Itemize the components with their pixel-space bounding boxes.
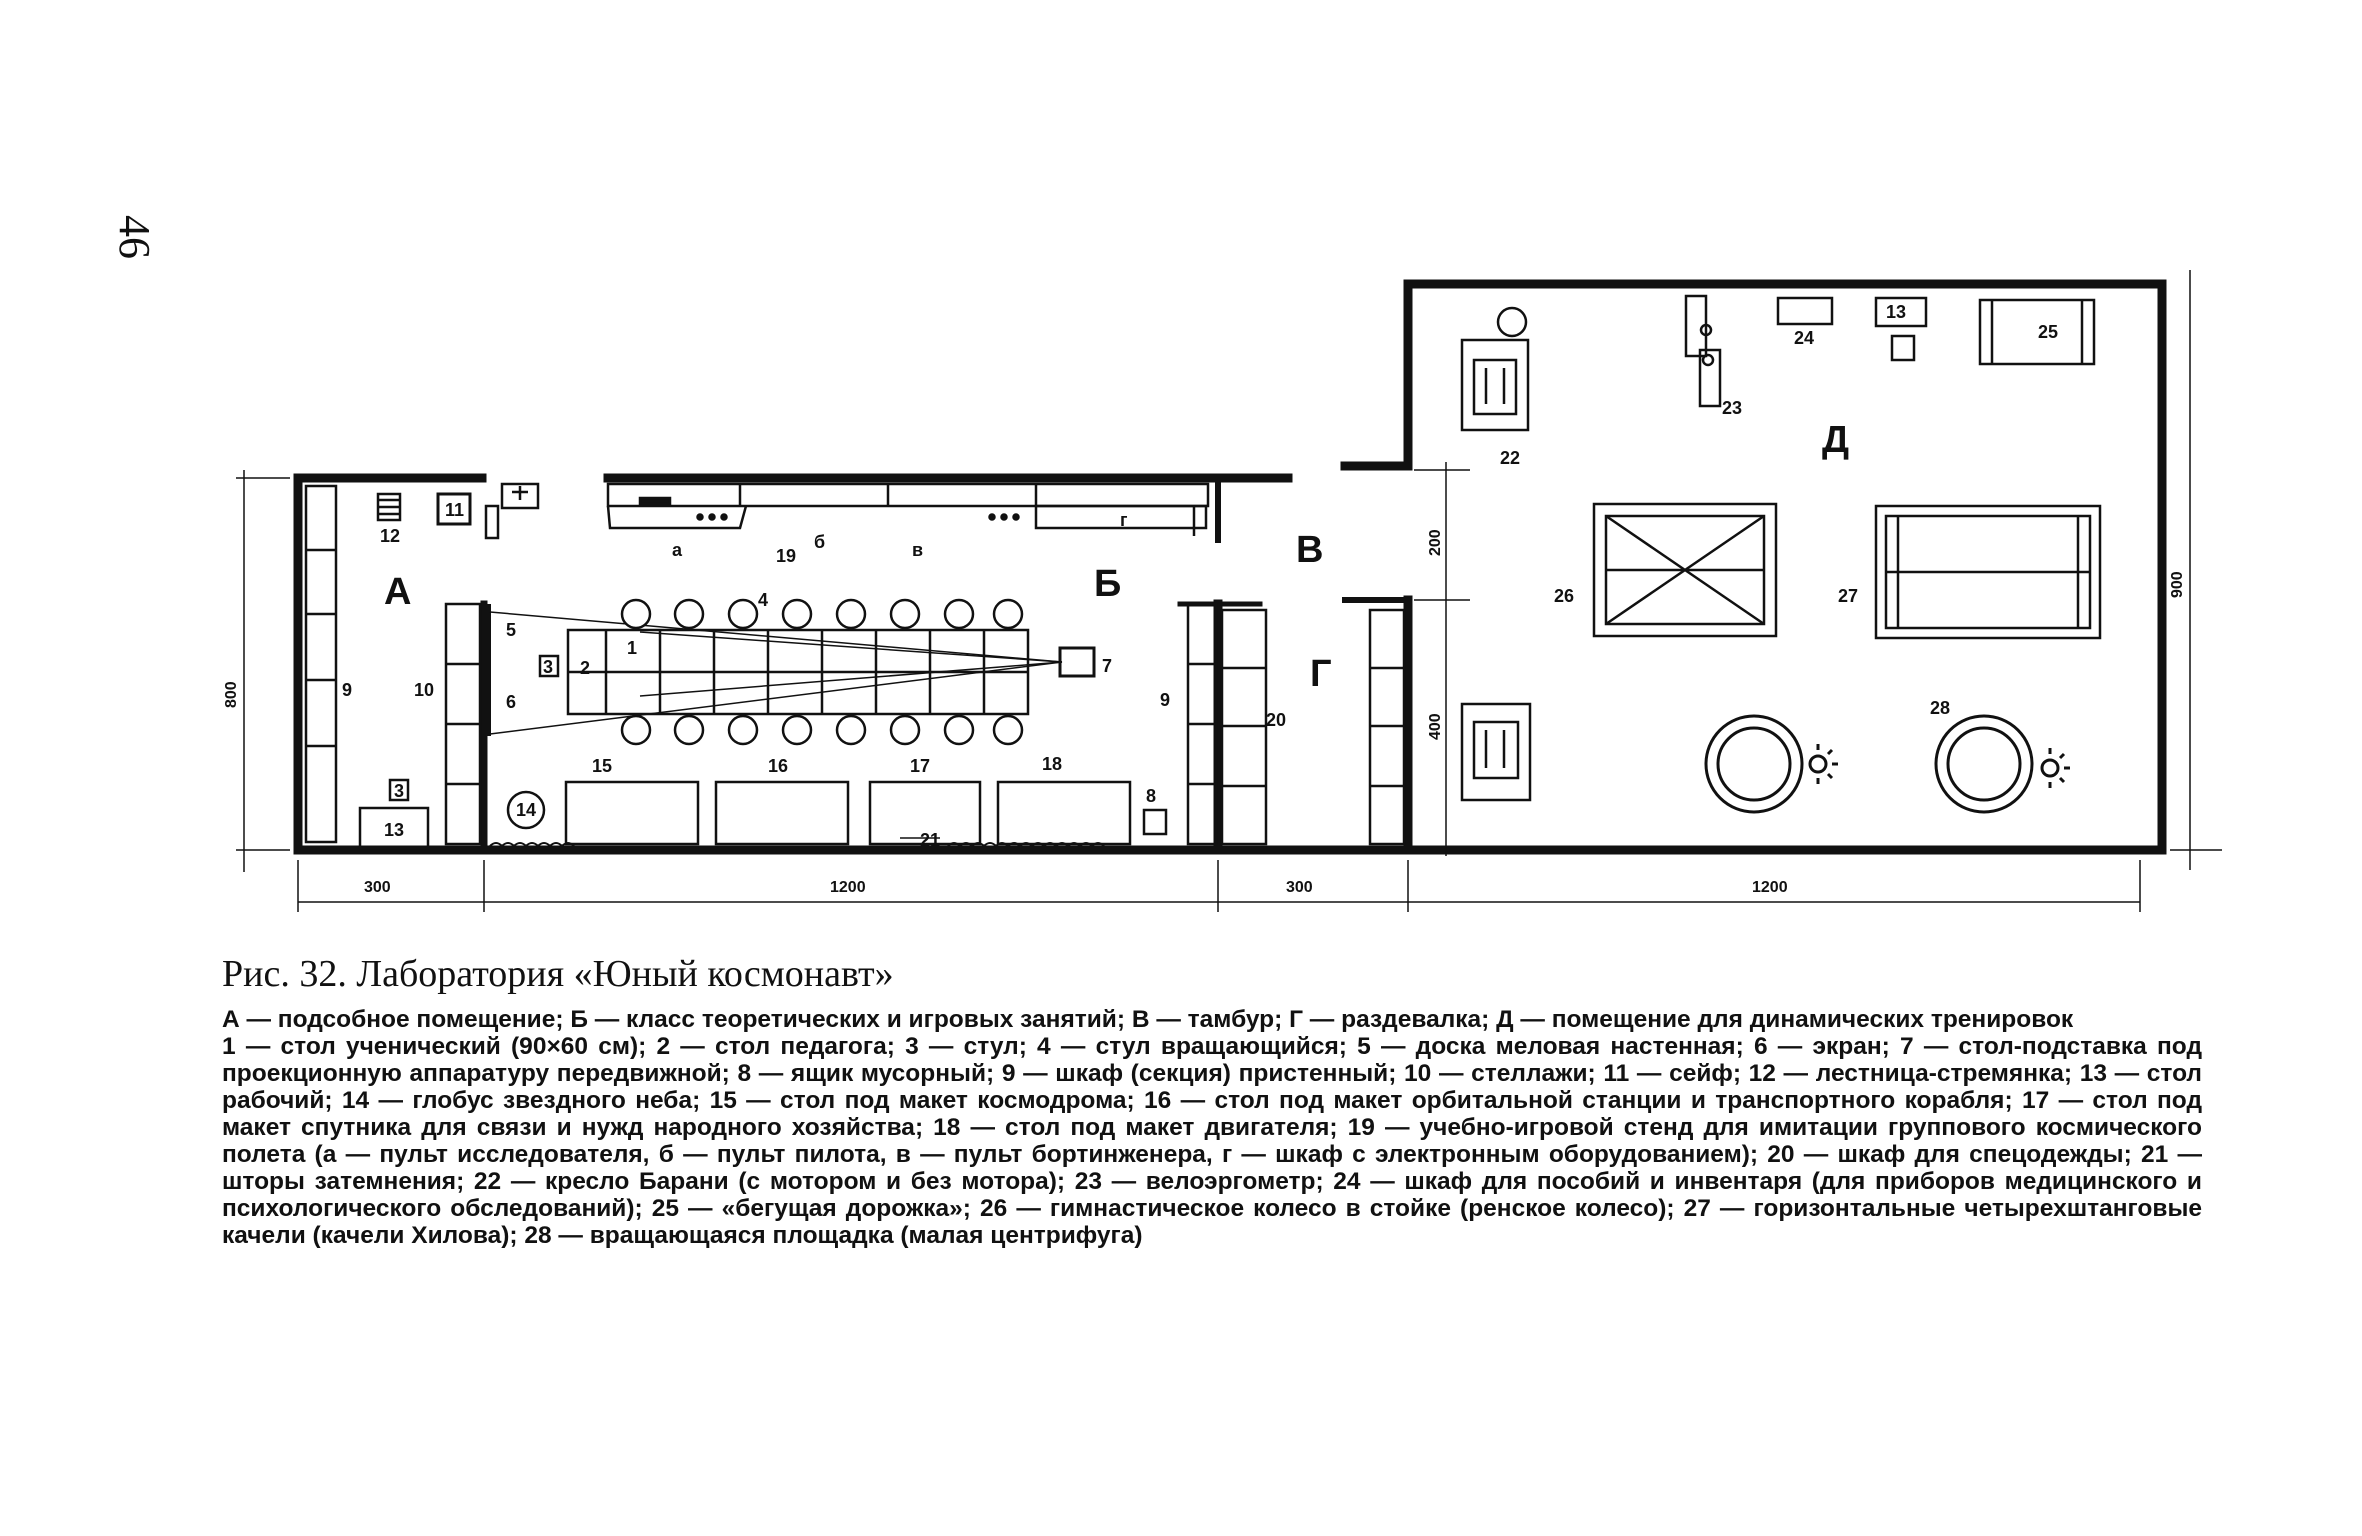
gymnastic-wheel-26 <box>1594 504 1776 636</box>
label-20: 20 <box>1266 710 1287 730</box>
dim-left-height: 800 <box>223 681 240 708</box>
label-sub-a: а <box>672 540 683 560</box>
caption-rooms-legend: А — подсобное помещение; Б — класс теоретических и игровых занятий; В — тамбур; Г — раздевалка; Д — помещение для динамических тренировок <box>222 1006 2074 1033</box>
label-11: 11 <box>445 500 465 520</box>
caption-items-legend: 1 — стол ученический (90×60 см); 2 — стол педагога; 3 — стул; 4 — стул вращающийся; 5 — доска меловая настенная; 6 — экран; 7 — стол-подставка под проекционную аппаратуру передвижной; 8 — ящик мусорный; 9 — шкаф (секция) пристенный; 10 — стеллажи; 11 — сейф; 12 — лестница-стремянка; 13 — стол рабочий; 14 — глобус звездного неба; 15 — стол под макет космодрома; 16 — стол под макет орбитальной станции и транспортного корабля; 17 — стол под макет спутника для связи и нужд народного хозяйства; 18 — стол под макет двигателя; 19 — учебно-игровой стенд для имитации группового космического полета (а — пульт исследователя, б — пульт пилота, в — пульт бортинженера, г — шкаф с электронным оборудованием); 20 — шкаф для спецодежды; 21 — шторы затемнения; 22 — кресло Барани (с мотором и без мотора); 23 — велоэргометр; 24 — шкаф для пособий и инвентаря (для приборов медицинского и психологического обследований); 25 — «бегущая дорожка»; 26 — гимнастическое колесо в стойке (ренское колесо); 27 — горизонтальные четырехштанговые качели (качели Хилова); 28 — вращающаяся площадка (малая центрифуга) <box>222 1033 2202 1249</box>
label-6: 6 <box>506 692 517 712</box>
label-7: 7 <box>1102 656 1113 676</box>
cabinets-right-9 <box>1188 604 1216 844</box>
label-sub-g: г <box>1120 510 1128 530</box>
label-25: 25 <box>2038 322 2059 342</box>
label-13a: 13 <box>384 820 405 840</box>
cabinet-24 <box>1778 298 1832 324</box>
rotating-chairs-bottom <box>622 716 1022 744</box>
label-5: 5 <box>506 620 517 640</box>
label-27: 27 <box>1838 586 1859 606</box>
centrifuge-28a <box>1706 716 1838 812</box>
projector-stand-7 <box>1060 648 1094 676</box>
dim-width-a: 300 <box>364 879 391 896</box>
label-16: 16 <box>768 756 789 776</box>
walls <box>298 284 2162 850</box>
dim-width-b: 1200 <box>830 879 866 896</box>
wardrobes-20 <box>1222 610 1404 844</box>
room-letter-g: Г <box>1310 653 1332 695</box>
label-28: 28 <box>1930 698 1951 718</box>
sink <box>486 484 538 538</box>
rotating-chairs-top <box>622 600 1022 628</box>
label-23: 23 <box>1722 398 1743 418</box>
hilov-swing-27 <box>1876 506 2100 638</box>
model-tables <box>566 782 1130 844</box>
label-17: 17 <box>910 756 931 776</box>
label-26: 26 <box>1554 586 1575 606</box>
label-14: 14 <box>516 800 537 820</box>
label-15: 15 <box>592 756 613 776</box>
centrifuge-28b <box>1936 716 2070 812</box>
label-2: 2 <box>580 658 591 678</box>
room-letter-d: Д <box>1822 419 1850 461</box>
figure-caption <box>222 952 2202 1249</box>
label-3b: 3 <box>543 657 554 677</box>
dim-vestibule-bottom: 400 <box>1427 713 1444 740</box>
caption-body <box>222 1006 2202 1249</box>
cabinets-left-9 <box>306 486 336 842</box>
shelves-10 <box>446 604 480 844</box>
bicycle-ergometer-23 <box>1686 296 1720 406</box>
label-sub-v: в <box>912 540 924 560</box>
label-4: 4 <box>758 590 769 610</box>
treadmill-25 <box>1980 300 2094 364</box>
barany-chair-22a <box>1462 308 1528 430</box>
label-24: 24 <box>1794 328 1815 348</box>
room-letter-a: А <box>384 571 412 613</box>
label-1: 1 <box>627 638 638 658</box>
label-3a: 3 <box>394 781 405 801</box>
label-18: 18 <box>1042 754 1063 774</box>
label-sub-b: б <box>814 532 826 552</box>
dim-right-height: 900 <box>2169 571 2186 598</box>
room-letters <box>384 419 1849 695</box>
ladder-12 <box>378 494 400 520</box>
chair-3c <box>1892 336 1914 360</box>
trash-bin-8 <box>1144 810 1166 834</box>
barany-chair-22b <box>1462 704 1530 800</box>
label-10: 10 <box>414 680 435 700</box>
label-12: 12 <box>380 526 401 546</box>
dimension-labels <box>223 529 2186 896</box>
label-9b: 9 <box>1160 690 1171 710</box>
caption-title: Рис. 32. Лаборатория «Юный космонавт» <box>222 953 894 995</box>
dim-width-d: 1200 <box>1752 879 1788 896</box>
dim-vestibule-top: 200 <box>1427 529 1444 556</box>
label-9a: 9 <box>342 680 353 700</box>
dim-width-v: 300 <box>1286 879 1313 896</box>
page-number: 46 <box>110 215 159 259</box>
label-8: 8 <box>1146 786 1157 806</box>
room-letter-v: В <box>1296 529 1324 571</box>
label-13b: 13 <box>1886 302 1907 322</box>
label-22: 22 <box>1500 448 1521 468</box>
label-21: 21 <box>920 830 941 850</box>
label-19: 19 <box>776 546 797 566</box>
room-letter-b: Б <box>1094 563 1122 605</box>
stand-19 <box>608 484 1208 536</box>
